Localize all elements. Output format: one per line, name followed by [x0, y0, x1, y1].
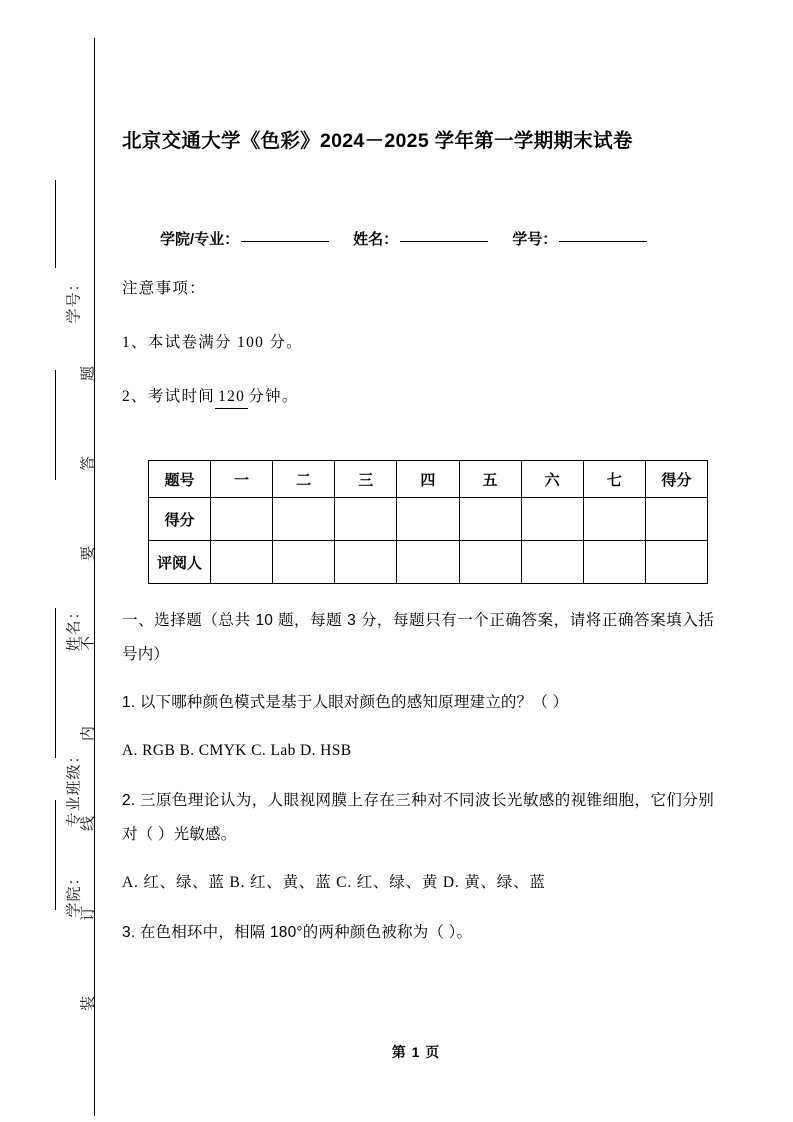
- reviewer-cell[interactable]: [397, 541, 459, 584]
- question-stem-2: 2. 三原色理论认为，人眼视网膜上存在三种对不同波长光敏感的视锥细胞，它们分别对（ ）光敏感。: [122, 792, 714, 843]
- question-stem-3: 3. 在色相环中，相隔 180°的两种颜色被称为（ ）。: [122, 924, 473, 941]
- college-field-rule: [55, 800, 56, 910]
- reviewer-cell[interactable]: [521, 541, 583, 584]
- class-field-label: 专业班级：: [66, 747, 83, 828]
- binding-margin: [0, 0, 110, 1122]
- seal-note-char-ti: 题: [80, 366, 97, 382]
- seal-note-char-yao: 要: [80, 546, 97, 562]
- seal-note-char-xian: 线: [80, 816, 97, 832]
- score-table-header-cell: 四: [397, 461, 459, 498]
- notice-item-duration: [122, 386, 712, 409]
- question-options-1: A. RGB B. CMYK C. Lab D. HSB: [122, 742, 352, 759]
- score-table-header-cell: 得分: [645, 461, 707, 498]
- reviewer-cell[interactable]: [583, 541, 645, 584]
- notice-heading: 注意事项：: [122, 280, 207, 297]
- page-body: [122, 0, 722, 1122]
- seal-note-char-zhuang: 装: [80, 996, 97, 1012]
- name-blank[interactable]: [400, 240, 488, 242]
- page-footer: 第 1 页: [391, 1044, 441, 1060]
- score-row-label: 得分: [149, 498, 211, 541]
- college-major-label: 学院/专业：: [160, 231, 240, 248]
- score-table-header-cell: 题号: [149, 461, 211, 498]
- student-id-label: 学号：: [512, 231, 558, 248]
- score-table-header-cell: 二: [273, 461, 335, 498]
- name-field-label: 姓名：: [66, 603, 83, 652]
- reviewer-cell[interactable]: [459, 541, 521, 584]
- reviewer-cell[interactable]: [273, 541, 335, 584]
- questions-area: [122, 604, 714, 966]
- student-id-field-rule: [55, 180, 56, 268]
- score-cell[interactable]: [645, 498, 707, 541]
- score-cell[interactable]: [211, 498, 273, 541]
- notice-block: [122, 278, 712, 441]
- college-major-blank[interactable]: [241, 240, 329, 242]
- score-table-row: [149, 498, 708, 541]
- notice-item-total-score: 1、本试卷满分 100 分。: [122, 334, 303, 351]
- reviewer-cell[interactable]: [335, 541, 397, 584]
- notice-duration-suffix: 分钟。: [248, 388, 299, 405]
- notice-duration-value: 120: [215, 386, 248, 409]
- seal-note-char-ding: 订: [80, 906, 97, 922]
- seal-note-char-bu: 不: [80, 636, 97, 652]
- score-row-label: 评阅人: [149, 541, 211, 584]
- score-table-header-row: [149, 461, 708, 498]
- student-id-field-label: 学号：: [66, 275, 83, 324]
- score-table-row: [149, 541, 708, 584]
- name-field-rule: [55, 370, 56, 480]
- college-field-label: 学院：: [66, 869, 83, 918]
- seal-note-char-da: 答: [80, 456, 97, 472]
- score-table-header-cell: 七: [583, 461, 645, 498]
- score-cell[interactable]: [335, 498, 397, 541]
- score-cell[interactable]: [397, 498, 459, 541]
- student-id-blank[interactable]: [559, 240, 647, 242]
- reviewer-cell[interactable]: [211, 541, 273, 584]
- question-options-2: A. 红、绿、蓝 B. 红、黄、蓝 C. 红、绿、黄 D. 黄、绿、蓝: [122, 874, 546, 891]
- section-heading-1: 一、选择题（总共 10 题，每题 3 分，每题只有一个正确答案，请将正确答案填入括号内）: [122, 612, 714, 663]
- score-cell[interactable]: [459, 498, 521, 541]
- question-stem-1: 1. 以下哪种颜色模式是基于人眼对颜色的感知原理建立的？（ ）: [122, 694, 569, 711]
- score-table-header-cell: 五: [459, 461, 521, 498]
- name-label: 姓名：: [353, 231, 399, 248]
- class-field-rule: [55, 608, 56, 758]
- identity-line: [160, 228, 720, 249]
- binding-vertical-rule: [94, 38, 95, 1116]
- score-cell[interactable]: [273, 498, 335, 541]
- score-table-header-cell: 六: [521, 461, 583, 498]
- score-table-header-cell: 一: [211, 461, 273, 498]
- score-table: [148, 460, 708, 584]
- score-cell[interactable]: [583, 498, 645, 541]
- seal-note-char-nei: 内: [80, 726, 97, 742]
- score-cell[interactable]: [521, 498, 583, 541]
- reviewer-cell[interactable]: [645, 541, 707, 584]
- notice-duration-prefix: 2、考试时间: [122, 388, 216, 405]
- page-title: 北京交通大学《色彩》2024－2025 学年第一学期期末试卷: [122, 130, 633, 152]
- score-table-header-cell: 三: [335, 461, 397, 498]
